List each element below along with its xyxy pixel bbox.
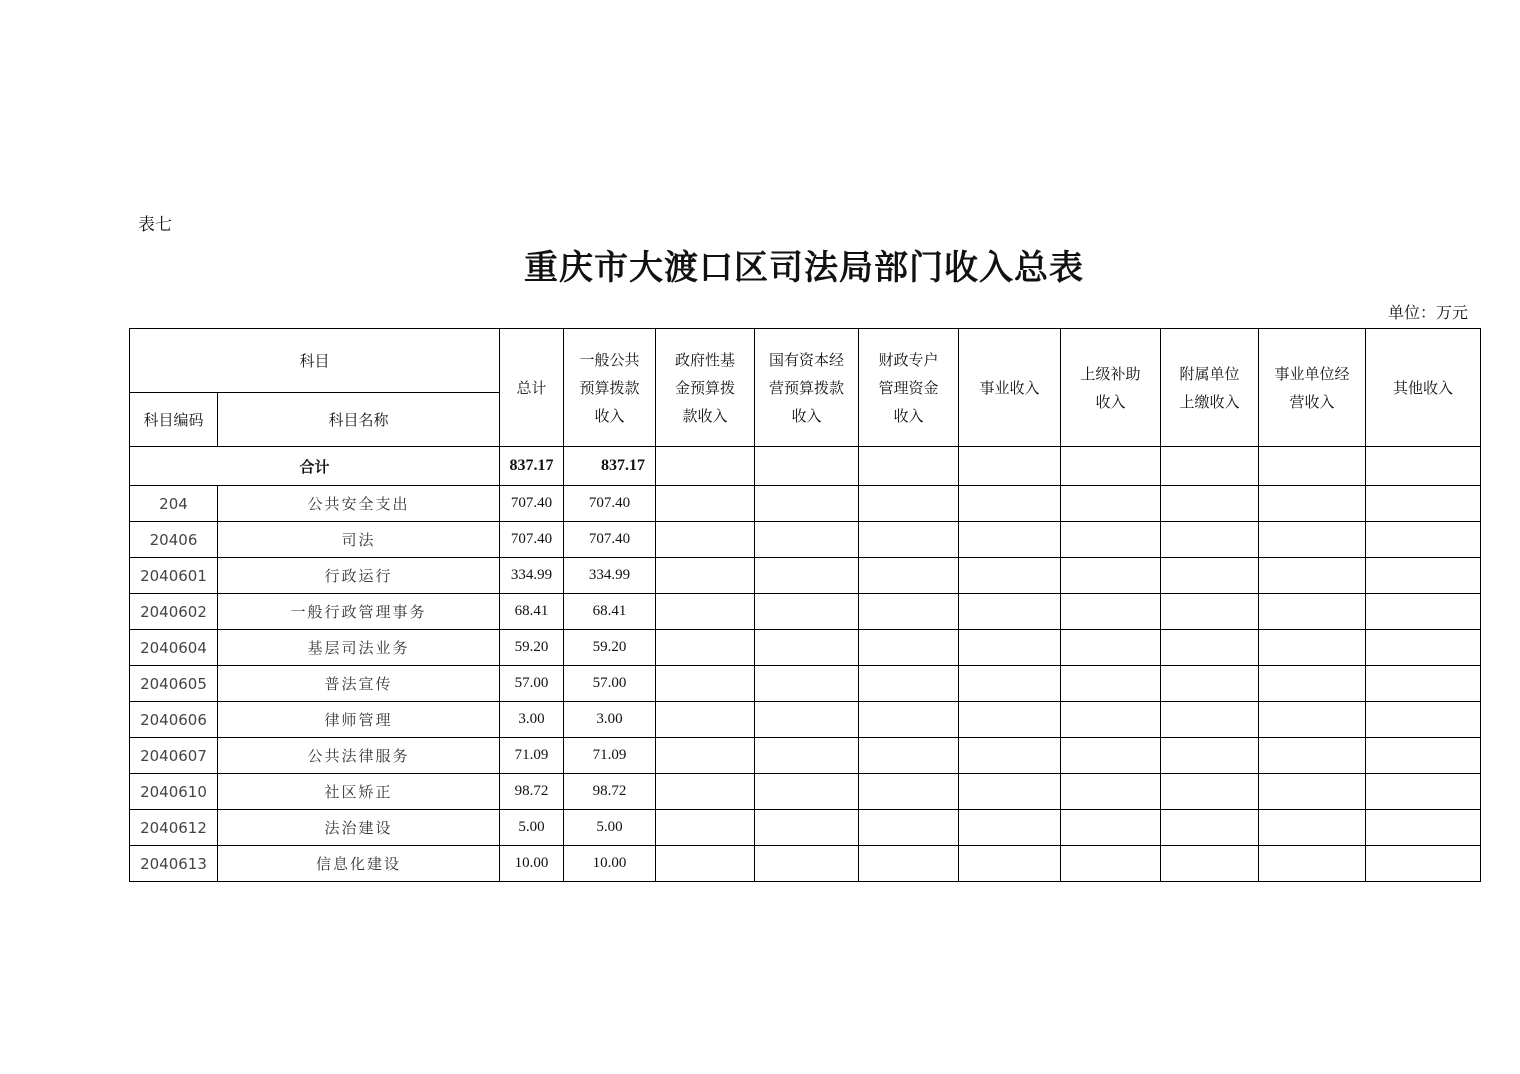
- empty-cell: [1161, 558, 1259, 594]
- table-tag: 表七: [138, 215, 172, 235]
- empty-cell: [859, 774, 959, 810]
- empty-cell: [1366, 558, 1481, 594]
- total-cell: 71.09: [500, 738, 564, 774]
- empty-cell: [959, 846, 1061, 882]
- empty-cell: [1259, 594, 1366, 630]
- empty-cell: [1366, 486, 1481, 522]
- empty-cell: [1259, 846, 1366, 882]
- subject-name-cell: 信息化建设: [218, 846, 500, 882]
- empty-cell: [859, 738, 959, 774]
- subject-name-cell: 社区矫正: [218, 774, 500, 810]
- header-gov-fund: 政府性基 金预算拨 款收入: [656, 329, 755, 447]
- empty-cell: [755, 810, 859, 846]
- total-cell: 59.20: [500, 630, 564, 666]
- empty-cell: [656, 486, 755, 522]
- total-cell: 98.72: [500, 774, 564, 810]
- total-cell: 3.00: [500, 702, 564, 738]
- total-cell: 68.41: [500, 594, 564, 630]
- subject-code-cell: 2040602: [130, 594, 218, 630]
- subject-code-cell: 2040610: [130, 774, 218, 810]
- empty-cell: [959, 738, 1061, 774]
- empty-cell: [1366, 738, 1481, 774]
- empty-cell: [859, 486, 959, 522]
- empty-cell: [755, 738, 859, 774]
- empty-cell: [755, 558, 859, 594]
- empty-cell: [1161, 630, 1259, 666]
- empty-cell: [755, 630, 859, 666]
- general-budget-cell: 71.09: [564, 738, 656, 774]
- empty-cell: [656, 810, 755, 846]
- empty-cell: [1061, 594, 1161, 630]
- total-cell: 707.40: [500, 486, 564, 522]
- empty-cell: [1366, 846, 1481, 882]
- total-cell: 5.00: [500, 810, 564, 846]
- header-affiliated-remit: 附属单位 上缴收入: [1161, 329, 1259, 447]
- subject-name-cell: 行政运行: [218, 558, 500, 594]
- empty-cell: [959, 666, 1061, 702]
- table-row: [130, 594, 1481, 630]
- subject-name-cell: 公共法律服务: [218, 738, 500, 774]
- empty-cell: [656, 522, 755, 558]
- empty-cell: [1061, 810, 1161, 846]
- table-row: [130, 738, 1481, 774]
- header-subject-name: 科目名称: [218, 393, 500, 447]
- empty-cell: [656, 594, 755, 630]
- table-row: [130, 846, 1481, 882]
- general-budget-cell: 707.40: [564, 522, 656, 558]
- summary-label: 合计: [130, 447, 500, 486]
- empty-cell: [755, 846, 859, 882]
- empty-cell: [1259, 558, 1366, 594]
- total-cell: 334.99: [500, 558, 564, 594]
- empty-cell: [859, 702, 959, 738]
- empty-cell: [1161, 846, 1259, 882]
- empty-cell: [859, 630, 959, 666]
- summary-general-budget: 837.17: [564, 447, 656, 486]
- empty-cell: [1061, 702, 1161, 738]
- empty-cell: [656, 558, 755, 594]
- header-subject-code: 科目编码: [130, 393, 218, 447]
- empty-cell: [1161, 702, 1259, 738]
- general-budget-cell: 68.41: [564, 594, 656, 630]
- table-row: [130, 522, 1481, 558]
- empty-cell: [1366, 630, 1481, 666]
- empty-cell: [1061, 738, 1161, 774]
- empty-cell: [755, 774, 859, 810]
- empty-cell: [959, 702, 1061, 738]
- empty-cell: [1259, 522, 1366, 558]
- empty-cell: [755, 594, 859, 630]
- general-budget-cell: 10.00: [564, 846, 656, 882]
- empty-cell: [1161, 666, 1259, 702]
- empty-cell: [1061, 486, 1161, 522]
- subject-name-cell: 法治建设: [218, 810, 500, 846]
- table-row: [130, 558, 1481, 594]
- table-row: [130, 486, 1481, 522]
- empty-cell: [959, 630, 1061, 666]
- subject-name-cell: 律师管理: [218, 702, 500, 738]
- summary-total: 837.17: [500, 447, 564, 486]
- empty-cell: [1259, 486, 1366, 522]
- empty-cell: [1161, 522, 1259, 558]
- total-cell: 707.40: [500, 522, 564, 558]
- table-row: [130, 702, 1481, 738]
- subject-code-cell: 2040612: [130, 810, 218, 846]
- table-row: [130, 630, 1481, 666]
- subject-code-cell: 2040601: [130, 558, 218, 594]
- table-row: [130, 810, 1481, 846]
- empty-cell: [656, 738, 755, 774]
- total-cell: 10.00: [500, 846, 564, 882]
- empty-cell: [1259, 774, 1366, 810]
- empty-cell: [656, 630, 755, 666]
- header-other-income: 其他收入: [1366, 329, 1481, 447]
- subject-code-cell: 2040604: [130, 630, 218, 666]
- subject-code-cell: 2040613: [130, 846, 218, 882]
- empty-cell: [859, 810, 959, 846]
- empty-cell: [755, 522, 859, 558]
- general-budget-cell: 3.00: [564, 702, 656, 738]
- empty-cell: [1259, 738, 1366, 774]
- general-budget-cell: 57.00: [564, 666, 656, 702]
- empty-cell: [1161, 738, 1259, 774]
- header-subject: 科目: [130, 329, 500, 393]
- empty-cell: [859, 522, 959, 558]
- income-summary-table: [129, 328, 1481, 882]
- header-general-budget: 一般公共 预算拨款 收入: [564, 329, 656, 447]
- subject-name-cell: 司法: [218, 522, 500, 558]
- subject-name-cell: 一般行政管理事务: [218, 594, 500, 630]
- total-cell: 57.00: [500, 666, 564, 702]
- general-budget-cell: 5.00: [564, 810, 656, 846]
- empty-cell: [1161, 486, 1259, 522]
- empty-cell: [1061, 846, 1161, 882]
- empty-cell: [1061, 774, 1161, 810]
- empty-cell: [959, 594, 1061, 630]
- empty-cell: [859, 846, 959, 882]
- empty-cell: [755, 702, 859, 738]
- empty-cell: [959, 486, 1061, 522]
- empty-cell: [959, 774, 1061, 810]
- header-operating-income: 事业单位经 营收入: [1259, 329, 1366, 447]
- empty-cell: [959, 558, 1061, 594]
- empty-cell: [859, 666, 959, 702]
- empty-cell: [1161, 810, 1259, 846]
- empty-cell: [1366, 810, 1481, 846]
- subject-code-cell: 2040605: [130, 666, 218, 702]
- empty-cell: [859, 594, 959, 630]
- empty-cell: [1259, 666, 1366, 702]
- empty-cell: [1061, 558, 1161, 594]
- table-row: [130, 666, 1481, 702]
- table-row: [130, 774, 1481, 810]
- general-budget-cell: 707.40: [564, 486, 656, 522]
- subject-name-cell: 基层司法业务: [218, 630, 500, 666]
- subject-name-cell: 公共安全支出: [218, 486, 500, 522]
- empty-cell: [1366, 522, 1481, 558]
- empty-cell: [755, 486, 859, 522]
- empty-cell: [1259, 702, 1366, 738]
- subject-code-cell: 204: [130, 486, 218, 522]
- empty-cell: [1366, 702, 1481, 738]
- empty-cell: [1161, 594, 1259, 630]
- empty-cell: [1366, 774, 1481, 810]
- empty-cell: [1061, 666, 1161, 702]
- subject-code-cell: 20406: [130, 522, 218, 558]
- empty-cell: [859, 558, 959, 594]
- general-budget-cell: 98.72: [564, 774, 656, 810]
- general-budget-cell: 334.99: [564, 558, 656, 594]
- header-business-income: 事业收入: [959, 329, 1061, 447]
- empty-cell: [656, 666, 755, 702]
- subject-code-cell: 2040606: [130, 702, 218, 738]
- unit-label: 单位：万元: [1387, 303, 1468, 322]
- empty-cell: [1259, 630, 1366, 666]
- header-superior-subsidy: 上级补助 收入: [1061, 329, 1161, 447]
- general-budget-cell: 59.20: [564, 630, 656, 666]
- empty-cell: [1366, 594, 1481, 630]
- summary-row: [130, 447, 1481, 486]
- empty-cell: [656, 702, 755, 738]
- empty-cell: [1259, 810, 1366, 846]
- header-fiscal-account: 财政专户 管理资金 收入: [859, 329, 959, 447]
- header-total: 总计: [500, 329, 564, 447]
- empty-cell: [1061, 630, 1161, 666]
- empty-cell: [1161, 774, 1259, 810]
- header-state-capital: 国有资本经 营预算拨款 收入: [755, 329, 859, 447]
- empty-cell: [1061, 522, 1161, 558]
- empty-cell: [755, 666, 859, 702]
- empty-cell: [656, 774, 755, 810]
- empty-cell: [959, 810, 1061, 846]
- empty-cell: [1366, 666, 1481, 702]
- empty-cell: [656, 846, 755, 882]
- subject-code-cell: 2040607: [130, 738, 218, 774]
- page-title: 重庆市大渡口区司法局部门收入总表: [524, 248, 1084, 288]
- subject-name-cell: 普法宣传: [218, 666, 500, 702]
- empty-cell: [959, 522, 1061, 558]
